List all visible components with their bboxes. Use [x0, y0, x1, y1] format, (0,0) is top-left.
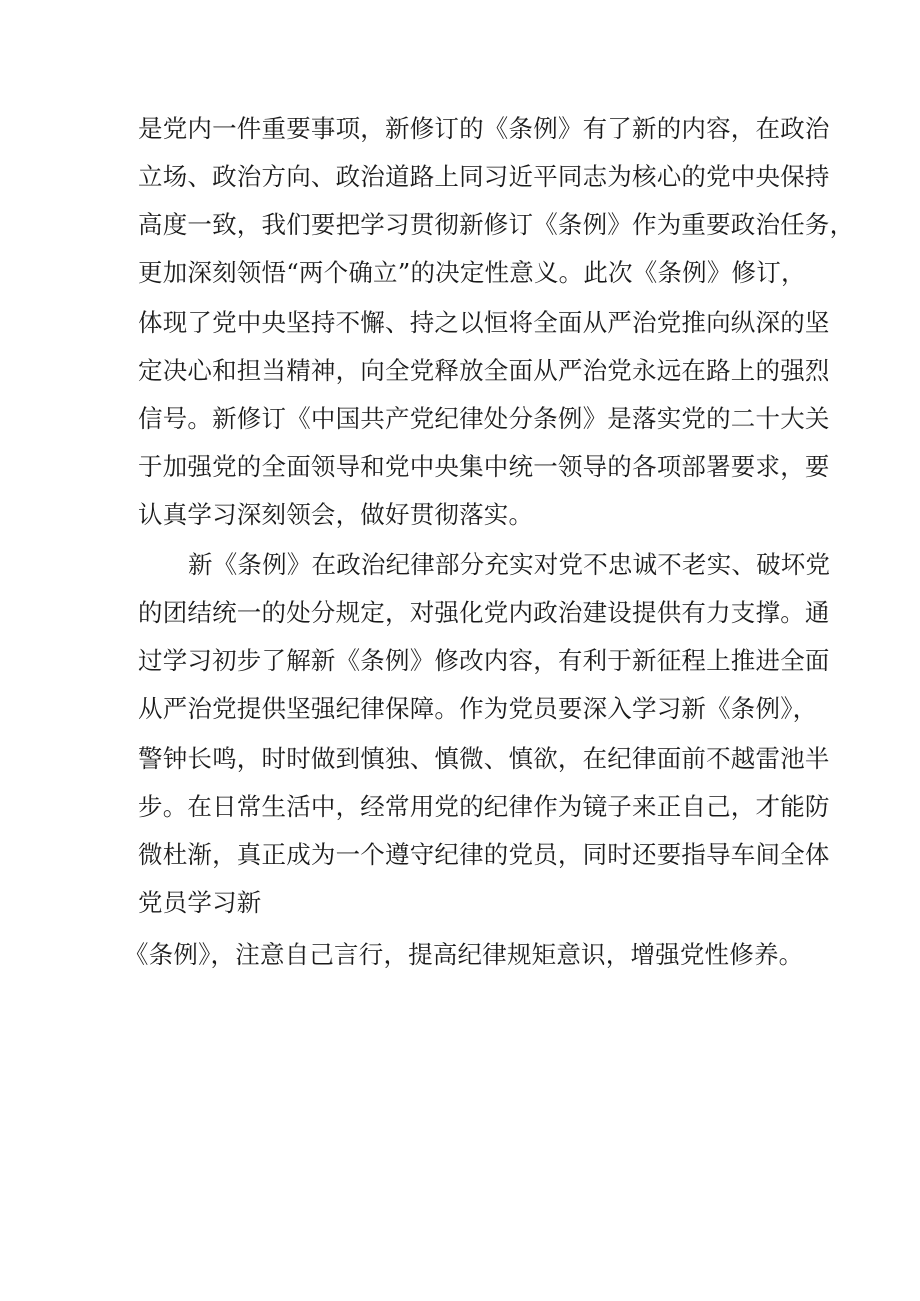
text-line: 警钟长鸣，时时做到慎独、慎微、慎欲，在纪律面前不越雷池半	[138, 744, 830, 773]
text-line: 党员学习新	[138, 888, 262, 917]
text-line: 《条例》，注意自己言行，提高纪律规矩意识，增强党性修养。	[124, 940, 804, 969]
text-line: 体现了党中央坚持不懈、持之以恒将全面从严治党推向纵深的坚	[138, 308, 830, 337]
text-line: 从严治党提供坚强纪律保障。作为党员要深入学习新《条例》，	[138, 694, 818, 723]
text-line: 于加强党的全面领导和党中央集中统一领导的各项部署要求，要	[138, 452, 830, 481]
text-line: 信号。新修订《中国共产党纪律处分条例》是落实党的二十大关	[138, 404, 830, 433]
text-line: 高度一致，我们要把学习贯彻新修订《条例》作为重要政治任务，	[138, 210, 855, 239]
text-line: 微杜渐，真正成为一个遵守纪律的党员，同时还要指导车间全体	[138, 840, 830, 869]
text-line: 更加深刻领悟“两个确立”的决定性意义。此次《条例》修订，	[138, 258, 806, 287]
text-line: 认真学习深刻领会，做好贯彻落实。	[138, 500, 534, 529]
text-line: 定决心和担当精神，向全党释放全面从严治党永远在路上的强烈	[138, 356, 830, 385]
text-line: 步。在日常生活中，经常用党的纪律作为镜子来正自己，才能防	[138, 792, 830, 821]
paragraph-first-line: 新《条例》在政治纪律部分充实对党不忠诚不老实、破坏党	[188, 550, 831, 579]
text-line: 的团结统一的处分规定，对强化党内政治建设提供有力支撑。通	[138, 598, 830, 627]
text-line: 立场、政治方向、政治道路上同习近平同志为核心的党中央保持	[138, 162, 830, 191]
text-line: 是党内一件重要事项，新修订的《条例》有了新的内容，在政治	[138, 114, 830, 143]
text-line: 过学习初步了解新《条例》修改内容，有利于新征程上推进全面	[138, 646, 830, 675]
